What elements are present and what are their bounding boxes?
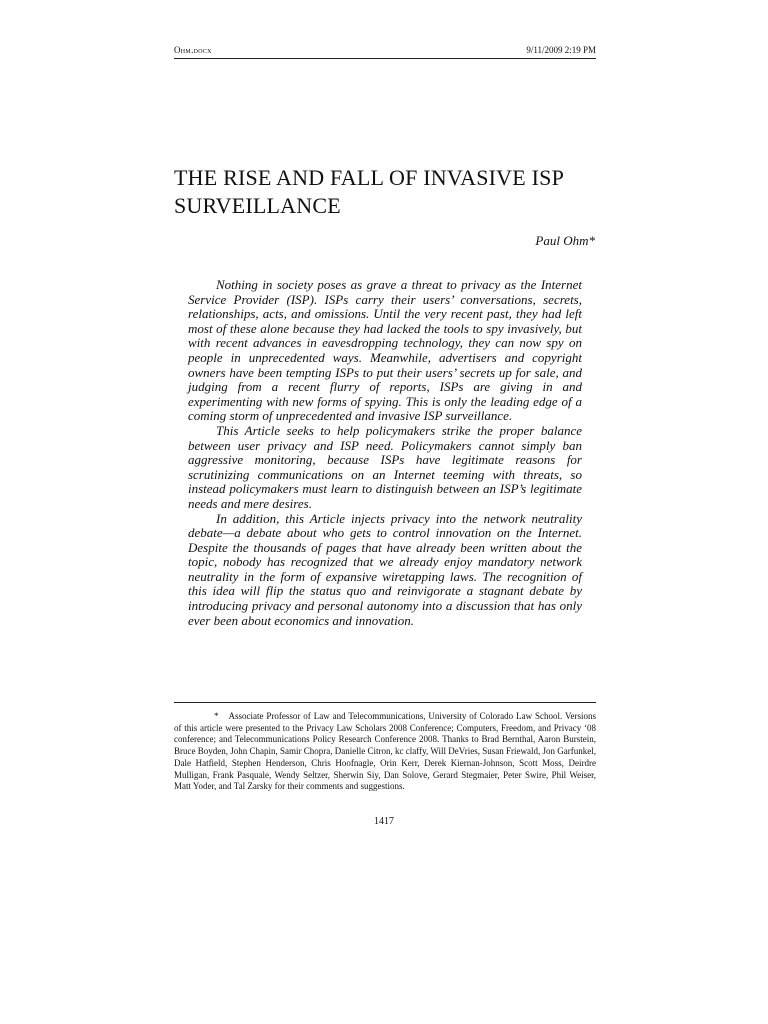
article-title-line-1: THE RISE AND FALL OF INVASIVE ISP <box>174 165 564 190</box>
footnote-text: Associate Professor of Law and Telecommunications, University of Colorado Law School. Versions of this article were presented to the Privacy Law Scholars 2008 Conference; Computers, Freedom, and Privacy ‘08 conference; and Telecommunications Policy Research Conference 2008. Thanks to Brad Bernthal, Aaron Burstein, Bruce Boyden, John Chapin, Samir Chopra, Danielle Citron, kc claffy, Will DeVries, Susan Friewald, Jon Garfunkel, Dale Hatfield, Stephen Henderson, Chris Hoofnagle, Orin Kerr, Derek Kiernan-Johnson, Scott Moss, Deirdre Mulligan, Frank Pasquale, Wendy Seltzer, Sherwin Siy, Dan Solove, Gerard Stegmaier, Peter Swire, Phil Weiser, Matt Yoder, and Tal Zarsky for their comments and suggestions. <box>174 711 596 792</box>
running-head-timestamp: 9/11/2009 2:19 PM <box>526 45 596 55</box>
abstract-paragraph-1: Nothing in society poses as grave a threat to privacy as the Internet Service Provider (ISP). ISPs carry their users’ conversations, secrets, relationships, acts, and omissions. Until the very recent past, they had left most of these alone because they had lacked the tools to spy invasively, but with recent advances in eavesdropping technology, they can now spy on people in unprecedented ways. Meanwhile, advertisers and copyright owners have been tempting ISPs to put their users’ secrets up for sale, and judging from a recent flurry of reports, ISPs are giving in and experimenting with new forms of spying. This is only the leading edge of a coming storm of unprecedented and invasive ISP surveillance. <box>188 277 582 424</box>
article-author: Paul Ohm* <box>535 233 595 248</box>
running-head <box>174 44 596 59</box>
footnote-marker: * <box>214 711 219 721</box>
article-title-line-2: SURVEILLANCE <box>174 193 341 218</box>
page-number: 1417 <box>374 816 394 827</box>
abstract-paragraph-2: This Article seeks to help policymakers strike the proper balance between user privacy and ISP need. Policymakers cannot simply ban aggressive monitoring, because ISPs have legitimate reasons for scrutinizing communications on an Internet teeming with threats, so instead policymakers must learn to distinguish between an ISP’s legitimate needs and mere desires. <box>188 422 582 511</box>
abstract <box>188 278 582 628</box>
running-head-filename: Ohm.docx <box>174 45 212 55</box>
abstract-paragraph-3: In addition, this Article injects privacy into the network neutrality debate—a debate about who gets to control innovation on the Internet. Despite the thousands of pages that have already been written about the topic, nobody has recognized that we already enjoy mandatory network neutrality in the form of expansive wiretapping laws. The recognition of this idea will flip the status quo and reinvigorate a stagnant debate by introducing privacy and personal autonomy into a discussion that has only ever been about economics and innovation. <box>188 510 582 628</box>
footnote-divider <box>174 702 596 703</box>
article-title <box>174 164 604 220</box>
footnote <box>174 711 596 793</box>
